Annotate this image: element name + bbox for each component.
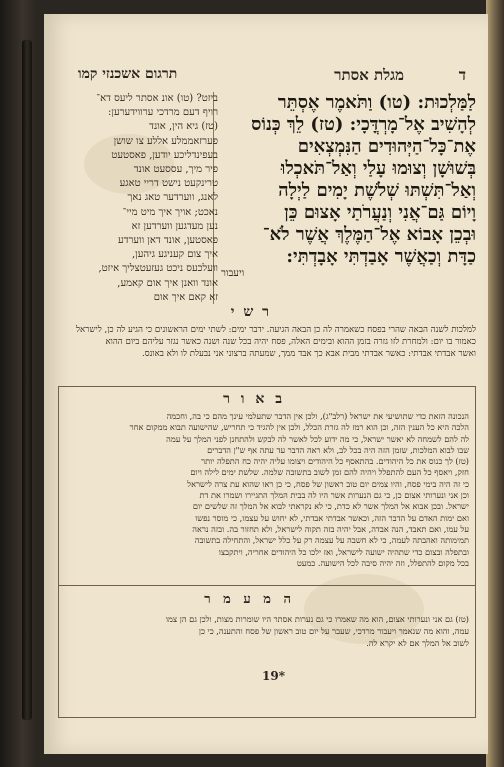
meamar-commentary xyxy=(65,613,469,663)
meamar-line: עמה, והוא מה שנאמר ויעבור מרדכי, שעבר על יום טוב ראשון של פסח והתענה, כי כן xyxy=(198,626,469,636)
targum-line: בעפינדליכע יודען, פאסטעט xyxy=(111,149,218,161)
biur-line: ישראל. ובכן אבוא אל המלך אשר לא כדת, כי לא נקראתי לבוא אל המלך זה שלשים יום xyxy=(192,501,469,512)
meamar-line: לשוב אל המלך אם לא יקרא לה. xyxy=(366,638,469,648)
book-cover-left xyxy=(0,0,38,767)
targum-line: לאנג, ווערדער טאג נאך xyxy=(127,192,218,204)
targum-line: וועלכעס ניכט געזעטצליך איזט, xyxy=(98,263,218,275)
targum-line: פיר מיך, עססעט אונד xyxy=(133,164,218,176)
scripture-text xyxy=(221,92,476,302)
rashi-heading: ר ש י xyxy=(230,304,271,320)
catchword: ויעבור xyxy=(221,268,245,279)
meamar-heading: ה מ ע מ ר xyxy=(204,592,295,607)
targum-title: תרגום אשכנזי קמו xyxy=(78,66,178,82)
biur-line: הנכונה הזאת כדי שתושיעי את ישראל (רלב"ג), ולכן אין הדבר שתעלמי עינך מהם כי בה, וחכמה xyxy=(166,411,469,421)
book-page xyxy=(44,14,488,754)
biur-line: ובתפלה ובצום כדי שתהיה ישועה לישראל, ואז ילכו כל היהודים אחריה, ויתקבצו xyxy=(218,546,469,557)
biur-line: הלכה היא כל הענין הזה, וכן הוא רמז לה גזרת הכלל, ולכן אין להגיד כי תחריש, שהישועה תבוא ממקום אחר xyxy=(129,422,469,433)
rashi-commentary xyxy=(58,324,476,384)
biur-box xyxy=(58,386,476,718)
scripture-line: לַמַּלְכוּת: (טו) וַתֹּאמֶר אֶסְתֵּר xyxy=(277,92,476,113)
targum-line: נאכט; אויך איך מיט מיי־ xyxy=(122,206,218,218)
section-divider xyxy=(59,585,475,586)
biur-line: לה להם לשמחה לא יאשר ישראל, כי מה ידוע לכל לאשר לה לבקש ולהתחנן לפני המלך על עמה xyxy=(166,433,469,444)
targum-line: רויף דעם מרדכי ערווידערען: xyxy=(108,107,218,119)
scripture-line: וָיוֹם גַּם־אֲנִי וְנַעֲרֹתַי אָצוּם כֵּן xyxy=(284,202,476,223)
targum-line: איך צום קעניגע גיהען, xyxy=(131,249,218,261)
running-header xyxy=(58,66,476,86)
targum-column xyxy=(58,92,218,304)
biur-line: כי זה היה בימי פסח, והיו צמים יום טוב ראשון של פסח, כי כן ראו שהוא עת צרה לישראל xyxy=(187,478,469,489)
scripture-line: אֶת־כָּל־הַיְּהוּדִים הַנִּמְצְאִים xyxy=(297,136,476,157)
targum-line: טרינקעט נישט דריי טאגע xyxy=(119,178,218,190)
meamar-line: (טז) גם אני ונערותי אצום, הוא מה שאמרו כי גם נערות אסתר היו שומרות מצות, ולכן גם הן צמו xyxy=(165,614,469,624)
biur-line: וכן אני ונערותי אצום כן, כי גם הנערות אשר היו לה בבית המלך התגיירו ושמרו את דת xyxy=(199,490,469,501)
rashi-line: למלכות לשנה הבאה שהרי בפסח כשאמרה לה כן הבאה הגיעה. ידבר ימים: לשתי ימים הראשונים כי הגיע לה כן, לישראל xyxy=(75,325,476,335)
biur-commentary xyxy=(65,411,469,571)
biur-line: ואם ימות האדם על הדבר הזה, וכאשר אבדתי אבדתי, לא יחוש על עצמו, כי מוסר נפשו xyxy=(195,512,469,523)
targum-line: זא קאם איך אום xyxy=(153,291,218,303)
targum-line: נען מעדגען ווערדען זא xyxy=(131,220,218,232)
biur-line: על עמו, ואם תאבד, הנה אבדה, אבל יהיה בזה תקוה לישראל, ולא תחזור בה. ובזה נראה xyxy=(192,523,469,534)
targum-line: פאסטען, אונד דאן ווערדע xyxy=(117,235,218,247)
chapter-letter: ד xyxy=(458,66,466,84)
rashi-line: ואשר אבדתי אבדתי: כאשר אבדתי מבית אבא כך אבד ממך, שמעתה ברצוני אני נבעלת לו ולא באונס. xyxy=(142,349,476,359)
scripture-line: בְּשׁוּשָׁן וְצוּמוּ עָלַי וְאַל־תֹּאכְלוּ xyxy=(280,158,476,179)
scripture-line: וּבְכֵן אָבוֹא אֶל־הַמֶּלֶךְ אֲשֶׁר לֹא־ xyxy=(262,224,476,245)
book-title: מגלת אסתר xyxy=(334,66,404,84)
biur-line: (טז) לך כנוס את כל היהודים. בהתאסף כל היהודים ויצומו עליה יהיה כח התפלה יותר xyxy=(201,456,469,467)
page-content xyxy=(58,26,476,744)
targum-line: ביזט? (טו) אונ אסתר ליעס דא־ xyxy=(96,93,218,104)
scripture-line: כַדָּת וְכַאֲשֶׁר אָבַדְתִּי אָבָדְתִּי: xyxy=(286,246,476,267)
folio-number: 19* xyxy=(262,669,285,683)
biur-line: בכל מקום להתפלל, וזה יהיה סיבה לכל הישועה. כמעט xyxy=(296,557,469,568)
biur-line: חזק, ויאסף כל העם להתפלל ויהיה להם זמן לשוב בתשובה שלמה. שלשת ימים לילה ויום xyxy=(190,467,469,478)
scripture-line: וְאַל־תִּשְׁתּוּ שְׁלֹשֶׁת יָמִים לַיְלָה xyxy=(278,180,476,201)
book-cover-right xyxy=(486,0,504,767)
targum-line: פערזאממלע אללע צו שושן xyxy=(113,135,218,147)
scripture-line: לְהָשִׁיב אֶל־מָרְדֳּכָי: (טז) לֵךְ כְּנוֹס xyxy=(251,114,476,135)
rashi-line: כאמור בו יום: ולמחרת לזו גזרה בזמן ההוא ובימים האלה, פסח יהיה בכל שנה ושנה כאשר נגזר עליהם ביום ההוא xyxy=(105,337,476,347)
targum-line: אונד וואנן איך אום קאמע, xyxy=(117,277,218,289)
biur-line: שבו לבוא המלכות, שזמן הזה היה בכל לב, ולא ראה הדבר עד עתה אף ש"ן הדברים xyxy=(207,444,469,455)
book-spine xyxy=(22,40,32,720)
biur-heading: ב א ו ר xyxy=(223,391,285,407)
targum-line: (טז) גיא הין, אונד xyxy=(149,121,218,133)
biur-line: תמימותה ואהבתה לעמה, כי לא חשבה על עצמה רק על כלל ישראל, והתחילה בתשובה xyxy=(194,535,469,546)
